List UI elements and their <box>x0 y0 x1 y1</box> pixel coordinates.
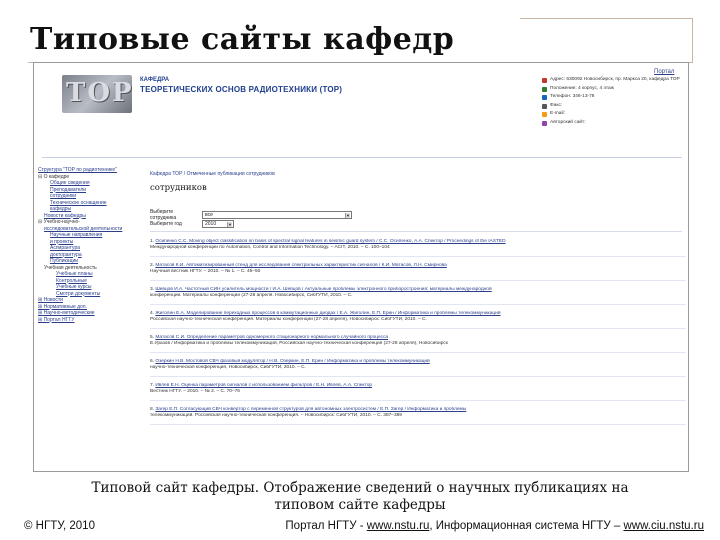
sidebar-item[interactable]: сотрудники <box>50 193 77 199</box>
publication-item: 5. Матасов С.И. Определение параметров одномерного стационарного нормального случайного процесса Е.Уразов / Информатика и проблемы телекоммуникаций, Российская научно-техническая конференция (27-28 апреля), Новосибирск <box>150 335 686 353</box>
publication-list <box>150 239 686 431</box>
phone-icon <box>542 95 547 100</box>
sidebar-item[interactable]: Аспирантура <box>50 245 81 251</box>
website-icon <box>542 121 547 126</box>
contact-site[interactable]: Авторский сайт: <box>542 120 684 126</box>
logo-text: TOP <box>66 78 134 108</box>
title-rule-vertical <box>692 18 693 63</box>
sidebar-item[interactable]: Контрольные <box>56 277 87 284</box>
contacts-panel <box>542 77 684 129</box>
caption-line: Типовой сайт кафедры. Отображение сведений о научных публикациях на <box>91 480 629 496</box>
contact-location: Положение: 4 корпус, 4 этаж <box>542 86 684 92</box>
breadcrumb[interactable]: Кафедра ТОР / Отмеченные публикации сотрудников <box>150 171 275 177</box>
sidebar-nav <box>38 167 142 323</box>
sidebar-item[interactable]: ⊞ Портал НГТУ <box>38 316 75 323</box>
form-divider <box>150 231 682 232</box>
sidebar-item[interactable]: Преподаватели <box>50 186 87 193</box>
chevron-down-icon: ▼ <box>228 222 232 227</box>
sidebar-item[interactable]: и проекты <box>50 238 74 245</box>
sidebar-item[interactable]: ⊟ Учебно-научно- <box>38 219 80 225</box>
sidebar-item[interactable]: исследовательской деятельности <box>44 225 123 232</box>
sidebar-item[interactable]: Техническое оснащение <box>50 199 107 206</box>
contact-fax: Факс: <box>542 103 684 109</box>
ciu-link[interactable]: www.ciu.nstu.ru <box>623 520 704 532</box>
department-label: КАФЕДРА <box>140 77 170 83</box>
publication-item: 4. Жиголин Е.А. Моделирование переходных процессов в коммутационных диодах / Е.А. Жиголин, Е.П. Ерин / Информатика и проблемы телекоммуникаций Российская научно-техническая конференция. Материалы конференции (27-28 апреля), Новосибирск: СибГУТИ, 2010. – С. <box>150 311 686 329</box>
publication-item: 6. Озеркин Н.В. Мостовой СВЧ фазовый модулятор / Н.В. Озеркин, Е.П. Ерин / Информатика и проблемы телекоммуникаций научно-техническая конференция, Новосибирск, СибГУТИ, 2010. – С. <box>150 359 686 377</box>
sidebar-item[interactable]: ⊞ Научно-методические <box>38 310 95 316</box>
chevron-down-icon: ▼ <box>346 213 350 218</box>
sidebar-item[interactable]: ⊟ О кафедре <box>38 173 70 180</box>
sidebar-item[interactable]: Структура "ТОР по радиотехнике" <box>38 167 117 173</box>
sidebar-item[interactable]: ⊞ Новости <box>38 297 63 303</box>
header-divider <box>42 157 682 158</box>
contact-address: Адрес: 630092 Новосибирск, пр. Маркса 20, кафедра ТОР <box>542 77 684 83</box>
slide-caption <box>0 480 720 514</box>
fax-icon <box>542 104 547 109</box>
sidebar-item[interactable]: кафедры <box>50 206 72 212</box>
department-name: ТЕОРЕТИЧЕСКИХ ОСНОВ РАДИОТЕХНИКИ (ТОР) <box>140 85 343 94</box>
sidebar-item[interactable]: Научные направления <box>50 232 103 238</box>
sidebar-item[interactable]: докторантура <box>50 251 82 258</box>
sidebar-item[interactable]: ⊞ Нормативные доп. <box>38 303 87 310</box>
staff-select[interactable]: все ▼ <box>202 211 352 219</box>
location-icon <box>542 87 547 92</box>
nstu-link[interactable]: www.nstu.ru <box>366 520 430 532</box>
contact-email[interactable]: E-mail: <box>542 111 684 117</box>
portal-link[interactable]: Портал <box>654 69 675 75</box>
sidebar-item[interactable]: Смотри документы <box>56 290 101 297</box>
address-icon <box>542 78 547 83</box>
sidebar-item[interactable]: Новости кафедры <box>44 212 86 219</box>
caption-line: типовом сайте кафедры <box>274 497 446 513</box>
copyright: © НГТУ, 2010 <box>24 520 95 532</box>
publication-item: 2. Матасов К.И. Автоматизированный стенд для исследования спектральных характеристик сигналов / К.И. Матасов, Л.Н. Смирнова Научный вестник НГТУ. – 2010. – № 1. – С. 45–50 <box>150 263 686 281</box>
email-icon <box>542 112 547 117</box>
publication-item: 3. Шевцов И.А. Частотный СИН усилитель мощности / И.А. Шевцов / Актуальные проблемы электронного приборостроения: материалы международной конференции. Материалы конференции (27-28 апреля. Новосибирск, СибГУТИ, 2010. – С. <box>150 287 686 305</box>
sidebar-item[interactable]: Учебные планы <box>56 271 93 277</box>
slide-title: Типовые сайты кафедр <box>30 22 455 57</box>
publication-item: 7. Ивлев Е.Н. Оценка параметров сигналов с использованием фильтров / Е.Н. Ивлев, А.А. Спектор Вестник НГТУ. – 2010. – № 2. – С. 70–76 <box>150 383 686 401</box>
staff-filter-label: Выберите сотрудника <box>150 209 177 221</box>
year-select[interactable]: 2010 ▼ <box>202 220 234 228</box>
title-rule-top <box>520 18 692 19</box>
slide-footer <box>24 520 704 532</box>
publication-item: 1. Осипенко С.С. Moving object classification on basis of spectral signal features in seismic guard system / С.С. Осипенко, А.А. Спектор / Proceedings of the IASTED Международной конференции по Automation, Control and Information Technology. – ACIT, 2010. – С. 100–104 <box>150 239 686 257</box>
sidebar-item[interactable]: Учебная деятельность <box>44 264 97 271</box>
sidebar-item[interactable]: Учебные курсы <box>56 284 92 290</box>
year-filter-row <box>150 220 234 228</box>
sidebar-item[interactable]: Публикации <box>50 258 79 264</box>
year-filter-label: Выберите год <box>150 221 182 227</box>
sidebar-item[interactable]: Общие сведения <box>50 180 90 186</box>
department-logo <box>62 75 132 113</box>
footer-links: Портал НГТУ - www.nstu.ru, Информационная система НГТУ – www.ciu.nstu.ru <box>285 520 704 532</box>
contact-phone: Телефон: 346-13-78 <box>542 94 684 100</box>
publication-item: 8. Загер Е.П. Согласующий СВЧ конвертор с переменной структурой для автономных электросистем / Е.П. Загер / Информатика и проблемы телекоммуникаций. Российская научно-техническая конференция. – Новосибирск: СибГУТИ, 2010. – С. 387–389 <box>150 407 686 425</box>
site-screenshot <box>33 62 689 472</box>
page-title: сотрудников <box>150 183 207 193</box>
